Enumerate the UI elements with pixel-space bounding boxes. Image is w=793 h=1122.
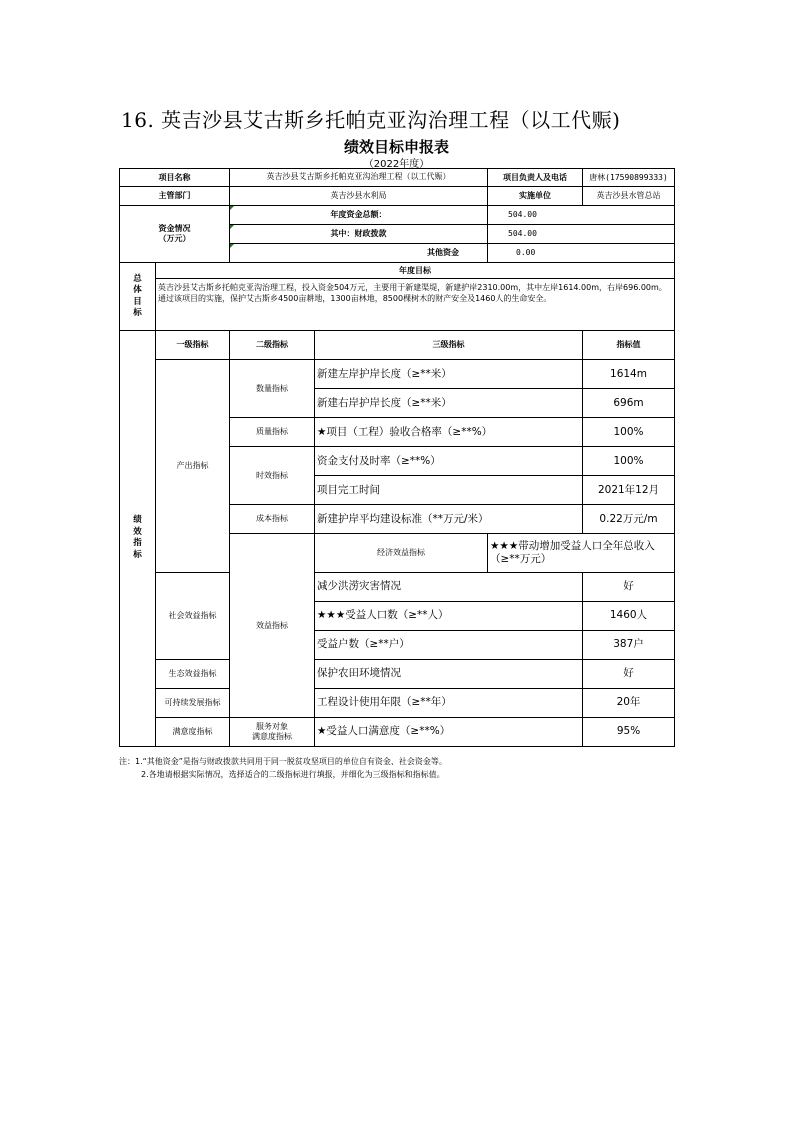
ecological-indicator: 生态效益指标	[156, 659, 230, 688]
indicator-value: 好	[583, 659, 675, 688]
timeliness-indicator: 时效指标	[230, 447, 315, 505]
annual-goal-text: 英吉沙县艾古斯乡托帕克亚沟治理工程，投入资金504万元，主要用于新建渠堤，新建护岸2310.00m，其中左岸1614.00m，右岸696.00m。通过该项目的实施，保护艾古斯乡4500亩耕地，1300亩林地，8500棵树木的财产安全及1460人的生命安全。	[156, 279, 675, 331]
indicator-name: ★★★带动增加受益人口全年总收入（≥**万元）	[488, 534, 675, 573]
funds-label-line1: 资金情况	[158, 224, 191, 234]
cost-indicator: 成本指标	[230, 505, 315, 534]
funds-label-line2: （万元）	[158, 234, 191, 243]
indicator-name: 减少洪涝灾害情况	[315, 572, 583, 601]
contact-label: 项目负责人及电话	[488, 169, 583, 187]
footnote-2: 2.各地请根据实际情况，选择适合的二级指标进行填报，并细化为三级指标和指标值。	[141, 770, 445, 779]
indicator-value: 1460人	[583, 601, 675, 630]
indicator-name: ★项目（工程）验收合格率（≥**%）	[315, 418, 583, 447]
satisfaction-indicator: 满意度指标	[156, 717, 230, 746]
indicator-value: 1614m	[583, 360, 675, 389]
col-level2: 二级指标	[230, 331, 315, 360]
footnote-1: 注：1.“其他资金”是指与财政拨款共同用于同一脱贫攻坚项目的单位自有资金、社会资金等。	[119, 757, 447, 766]
dept-value: 英吉沙县水利局	[230, 187, 488, 206]
indicator-value: 0.22万元/m	[583, 505, 675, 534]
benefit-indicator: 效益指标	[230, 534, 315, 718]
overall-goal-side-label: 总体目标	[120, 263, 156, 331]
col-value: 指标值	[583, 331, 675, 360]
service-satisfaction-indicator	[230, 717, 315, 746]
indicator-name: 新建右岸护岸长度（≥**米）	[315, 389, 583, 418]
economic-indicator: 经济效益指标	[315, 534, 488, 573]
contact-value: 唐林(17590899333)	[583, 169, 675, 187]
indicator-value: 2021年12月	[583, 476, 675, 505]
form-year: （2022年度）	[363, 159, 430, 170]
indicator-value: 好	[583, 572, 675, 601]
col-level3: 三级指标	[315, 331, 583, 360]
project-name-value: 英吉沙县艾古斯乡托帕克亚沟治理工程（以工代赈）	[230, 169, 488, 187]
indicator-name: 工程设计使用年限（≥**年）	[315, 688, 583, 717]
performance-target-table	[119, 168, 675, 747]
indicator-name: ★受益人口满意度（≥**%）	[315, 717, 583, 746]
funds-label	[120, 206, 230, 263]
footnotes	[119, 755, 447, 781]
impl-label: 实施单位	[488, 187, 583, 206]
indicator-value: 387户	[583, 630, 675, 659]
annual-goal-header: 年度目标	[156, 263, 675, 279]
social-indicator: 社会效益指标	[156, 572, 230, 659]
service-label-line1: 服务对象	[256, 722, 288, 732]
funds-other-label: 其他资金	[230, 244, 488, 263]
service-label-line2: 满意度指标	[252, 731, 292, 741]
col-level1: 一级指标	[156, 331, 230, 360]
indicator-name: 资金支付及时率（≥**%）	[315, 447, 583, 476]
indicator-name: 保护农田环境情况	[315, 659, 583, 688]
indicator-value: 100%	[583, 447, 675, 476]
indicator-name: ★★★受益人口数（≥**人）	[315, 601, 583, 630]
funds-fiscal-value: 504.00	[488, 225, 675, 244]
funds-total-label: 年度资金总额：	[230, 206, 488, 225]
quantity-indicator: 数量指标	[230, 360, 315, 418]
output-indicator: 产出指标	[156, 360, 230, 573]
form-title: 绩效目标申报表	[343, 138, 449, 156]
funds-other-value: 0.00	[488, 244, 675, 263]
impl-value: 英吉沙县水管总站	[583, 187, 675, 206]
indicator-value: 20年	[583, 688, 675, 717]
funds-fiscal-label: 其中：财政拨款	[230, 225, 488, 244]
indicator-name: 受益户数（≥**户）	[315, 630, 583, 659]
dept-label: 主管部门	[120, 187, 230, 206]
indicator-value: 95%	[583, 717, 675, 746]
indicator-value: 696m	[583, 389, 675, 418]
quality-indicator: 质量指标	[230, 418, 315, 447]
document-title: 16. 英吉沙县艾古斯乡托帕克亚沟治理工程（以工代赈)	[121, 108, 621, 132]
funds-total-value: 504.00	[488, 206, 675, 225]
indicator-value: 100%	[583, 418, 675, 447]
indicator-name: 项目完工时间	[315, 476, 583, 505]
sustainable-indicator: 可持续发展指标	[156, 688, 230, 717]
indicators-side-label: 绩效指标	[120, 331, 156, 747]
project-name-label: 项目名称	[120, 169, 230, 187]
indicator-name: 新建护岸平均建设标准（**万元/米）	[315, 505, 583, 534]
indicator-name: 新建左岸护岸长度（≥**米）	[315, 360, 583, 389]
